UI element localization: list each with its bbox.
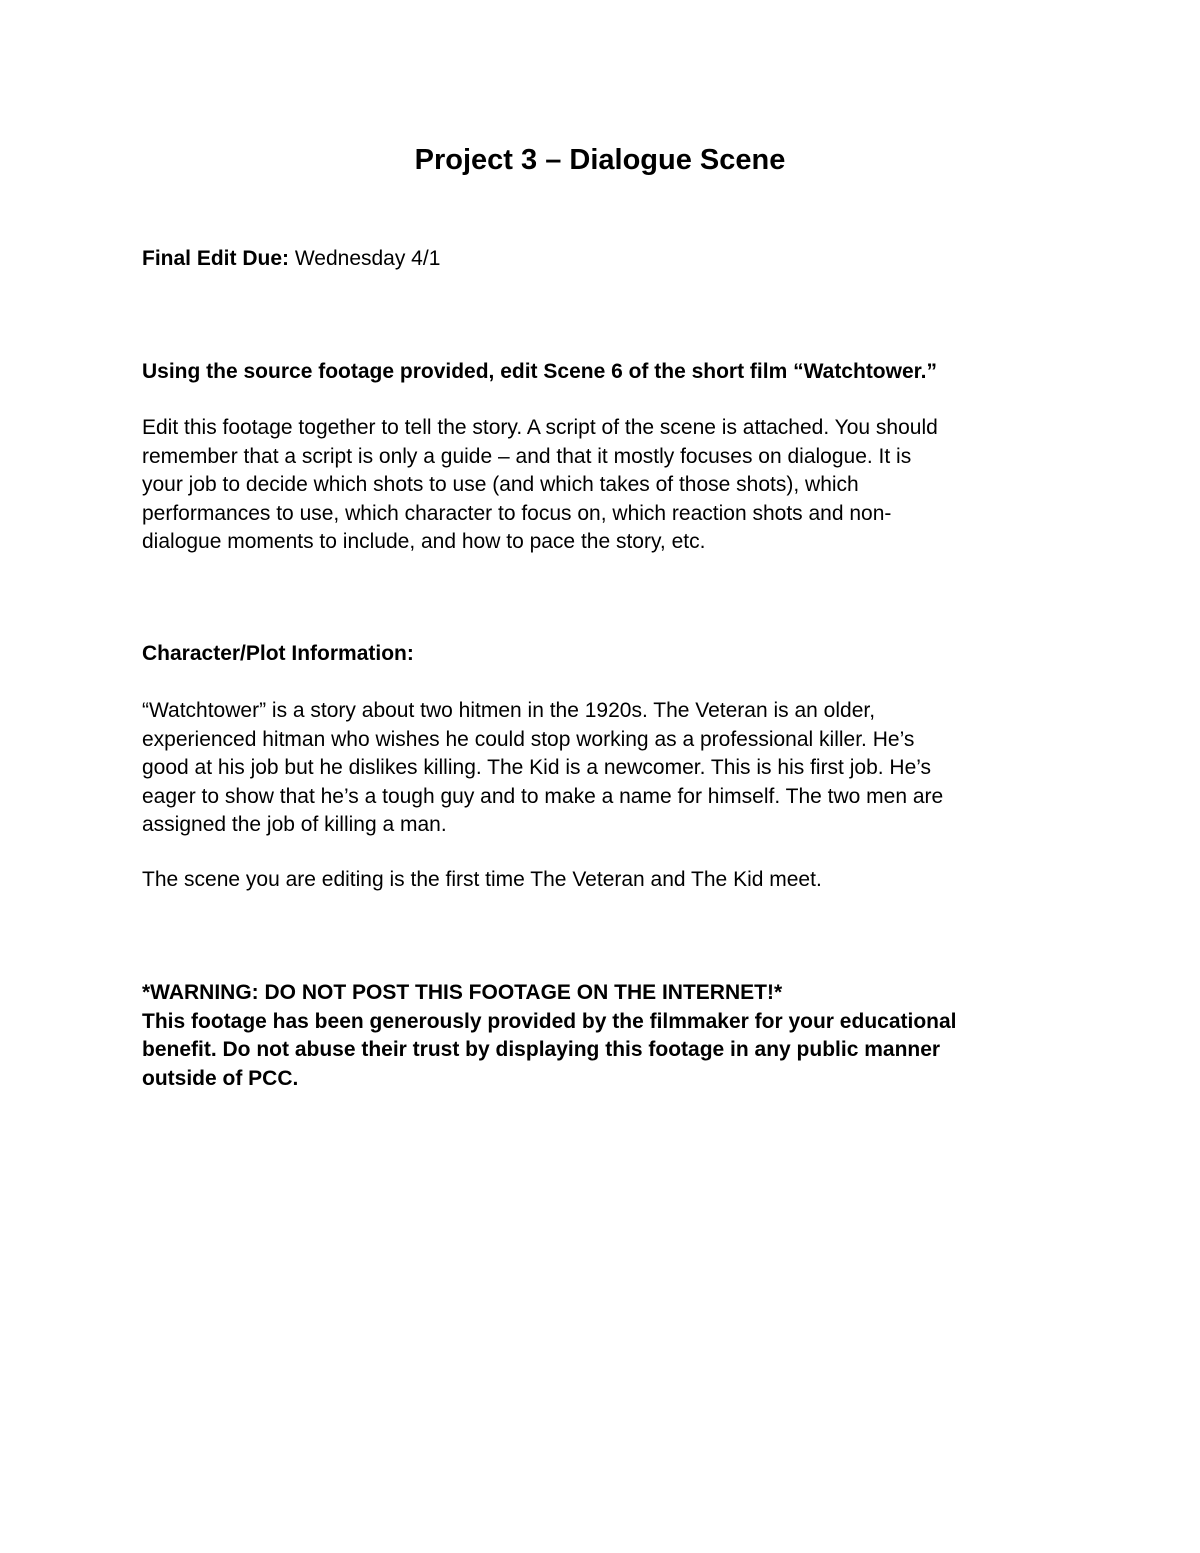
character-info-paragraph (142, 697, 1062, 840)
due-date-line (142, 245, 1062, 274)
character-info-line: assigned the job of killing a man. (142, 813, 447, 836)
instruction-heading-text: Using the source footage provided, edit Scene 6 of the short film “Watchtower.” (142, 360, 937, 383)
character-info-line: eager to show that he’s a tough guy and to make a name for himself. The two men are (142, 784, 944, 808)
scene-note-text: The scene you are editing is the first time The Veteran and The Kid meet. (142, 868, 822, 891)
warning-heading: *WARNING: DO NOT POST THIS FOOTAGE ON THE INTERNET!* (142, 981, 783, 1004)
instructions-line: your job to decide which shots to use (and which takes of those shots), which (142, 473, 859, 496)
warning-line: benefit. Do not abuse their trust by displaying this footage in any public manner (142, 1038, 941, 1061)
warning-line: This footage has been generously provided by the filmmaker for your educational (142, 1009, 957, 1033)
warning-line: outside of PCC. (142, 1066, 299, 1090)
character-info-line: experienced hitman who wishes he could stop working as a professional killer. He’s (142, 727, 915, 751)
instructions-line: remember that a script is only a guide – and that it mostly focuses on dialogue. It is (142, 444, 912, 468)
instructions-line: Edit this footage together to tell the story. A script of the scene is attached. You should (142, 416, 938, 439)
instructions-line: dialogue moments to include, and how to pace the story, etc. (142, 530, 706, 553)
character-info-line: good at his job but he dislikes killing. The Kid is a newcomer. This is his first job. He’s (142, 756, 932, 779)
character-heading-text: Character/Plot Information: (142, 642, 414, 665)
due-date-value: Wednesday 4/1 (289, 247, 441, 270)
character-info-line: “Watchtower” is a story about two hitmen in the 1920s. The Veteran is an older, (142, 699, 876, 722)
instruction-heading (142, 358, 1062, 387)
page-title: Project 3 – Dialogue Scene (414, 144, 786, 176)
character-heading (142, 640, 1062, 669)
instructions-line: performances to use, which character to focus on, which reaction shots and non- (142, 501, 892, 525)
instructions-paragraph (142, 414, 1062, 557)
scene-note (142, 866, 1062, 895)
warning-section (142, 979, 1062, 1093)
due-date-label: Final Edit Due: (142, 247, 289, 270)
